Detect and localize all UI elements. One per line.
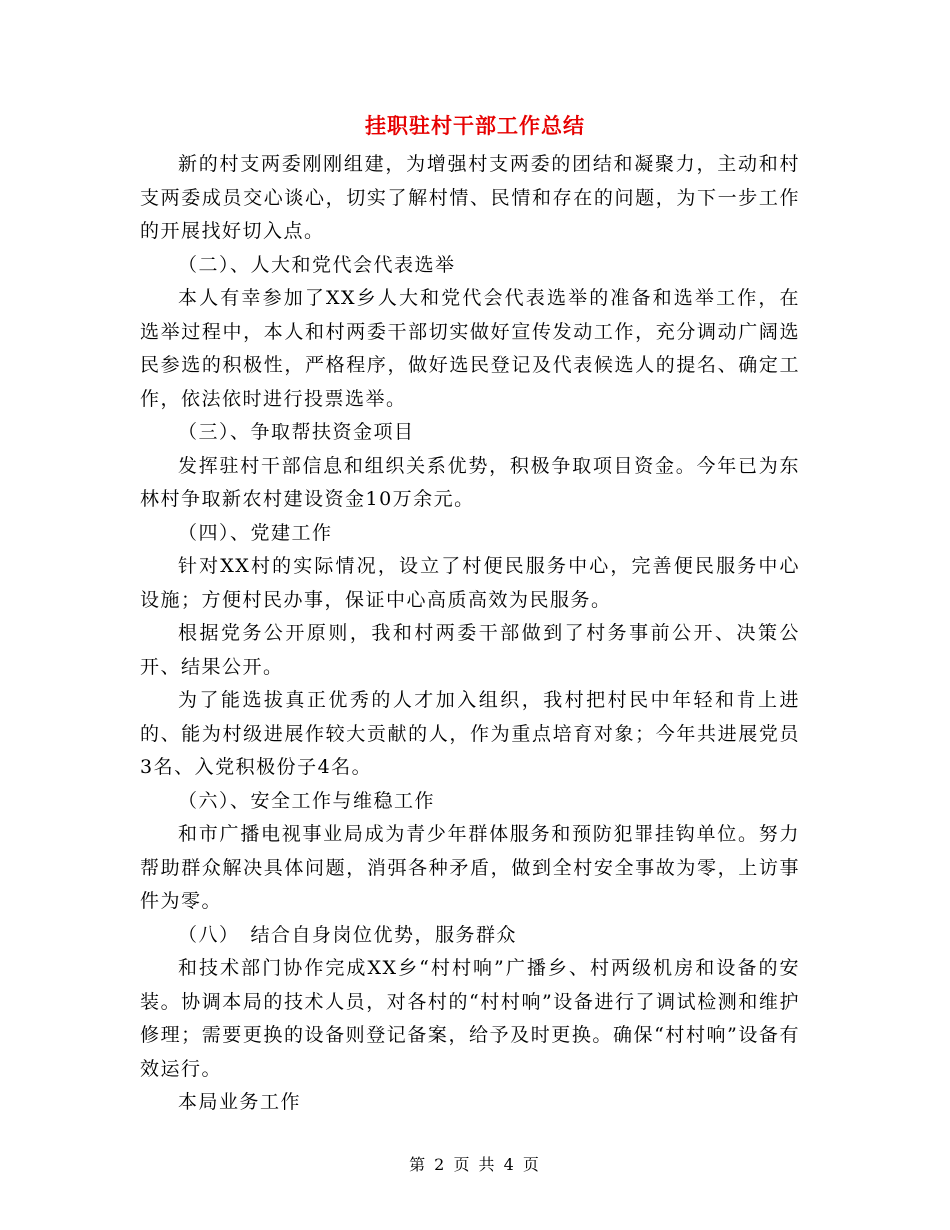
document-body — [140, 148, 800, 1120]
paragraph: 发挥驻村干部信息和组织关系优势，积极争取项目资金。今年已为东林村争取新农村建设资金10万余元。 — [140, 454, 800, 510]
paragraph: 为了能选拔真正优秀的人才加入组织，我村把村民中年轻和肯上进的、能为村级进展作较大贡献的人，作为重点培育对象；今年共进展党员3名、入党积极份子4名。 — [140, 689, 800, 778]
paragraph: 和市广播电视事业局成为青少年群体服务和预防犯罪挂钩单位。努力帮助群众解决具体问题，消弭各种矛盾，做到全村安全事故为零，上访事件为零。 — [140, 823, 800, 912]
section-heading: （三）、争取帮扶资金项目 — [178, 421, 415, 443]
paragraph: 本人有幸参加了XX乡人大和党代会代表选举的准备和选举工作，在选举过程中，本人和村两委干部切实做好宣传发动工作，充分调动广阔选民参选的积极性，严格程序，做好选民登记及代表候选人的提名、确定工作，依法依时进行投票选举。 — [140, 287, 800, 410]
section-heading: （六）、安全工作与维稳工作 — [178, 789, 436, 812]
paragraph: 本局业务工作 — [178, 1091, 302, 1113]
page-number-footer: 第 2 页 共 4 页 — [409, 1155, 541, 1174]
section-heading: （四）、党建工作 — [178, 521, 333, 544]
document-title: 挂职驻村干部工作总结 — [365, 113, 585, 138]
section-heading: （八） 结合自身岗位优势，服务群众 — [178, 923, 518, 946]
paragraph: 新的村支两委刚刚组建，为增强村支两委的团结和凝聚力，主动和村支两委成员交心谈心，切实了解村情、民情和存在的问题，为下一步工作的开展找好切入点。 — [140, 153, 800, 242]
paragraph: 根据党务公开原则，我和村两委干部做到了村务事前公开、决策公开、结果公开。 — [140, 622, 800, 678]
section-heading: （二）、人大和党代会代表选举 — [178, 253, 456, 276]
paragraph: 针对XX村的实际情况，设立了村便民服务中心，完善便民服务中心设施；方便村民办事，保证中心高质高效为民服务。 — [140, 555, 800, 611]
paragraph: 和技术部门协作完成XX乡“村村响”广播乡、村两级机房和设备的安装。协调本局的技术人员，对各村的“村村响”设备进行了调试检测和维护修理；需要更换的设备则登记备案，给予及时更换。确保“村村响”设备有效运行。 — [140, 957, 800, 1080]
